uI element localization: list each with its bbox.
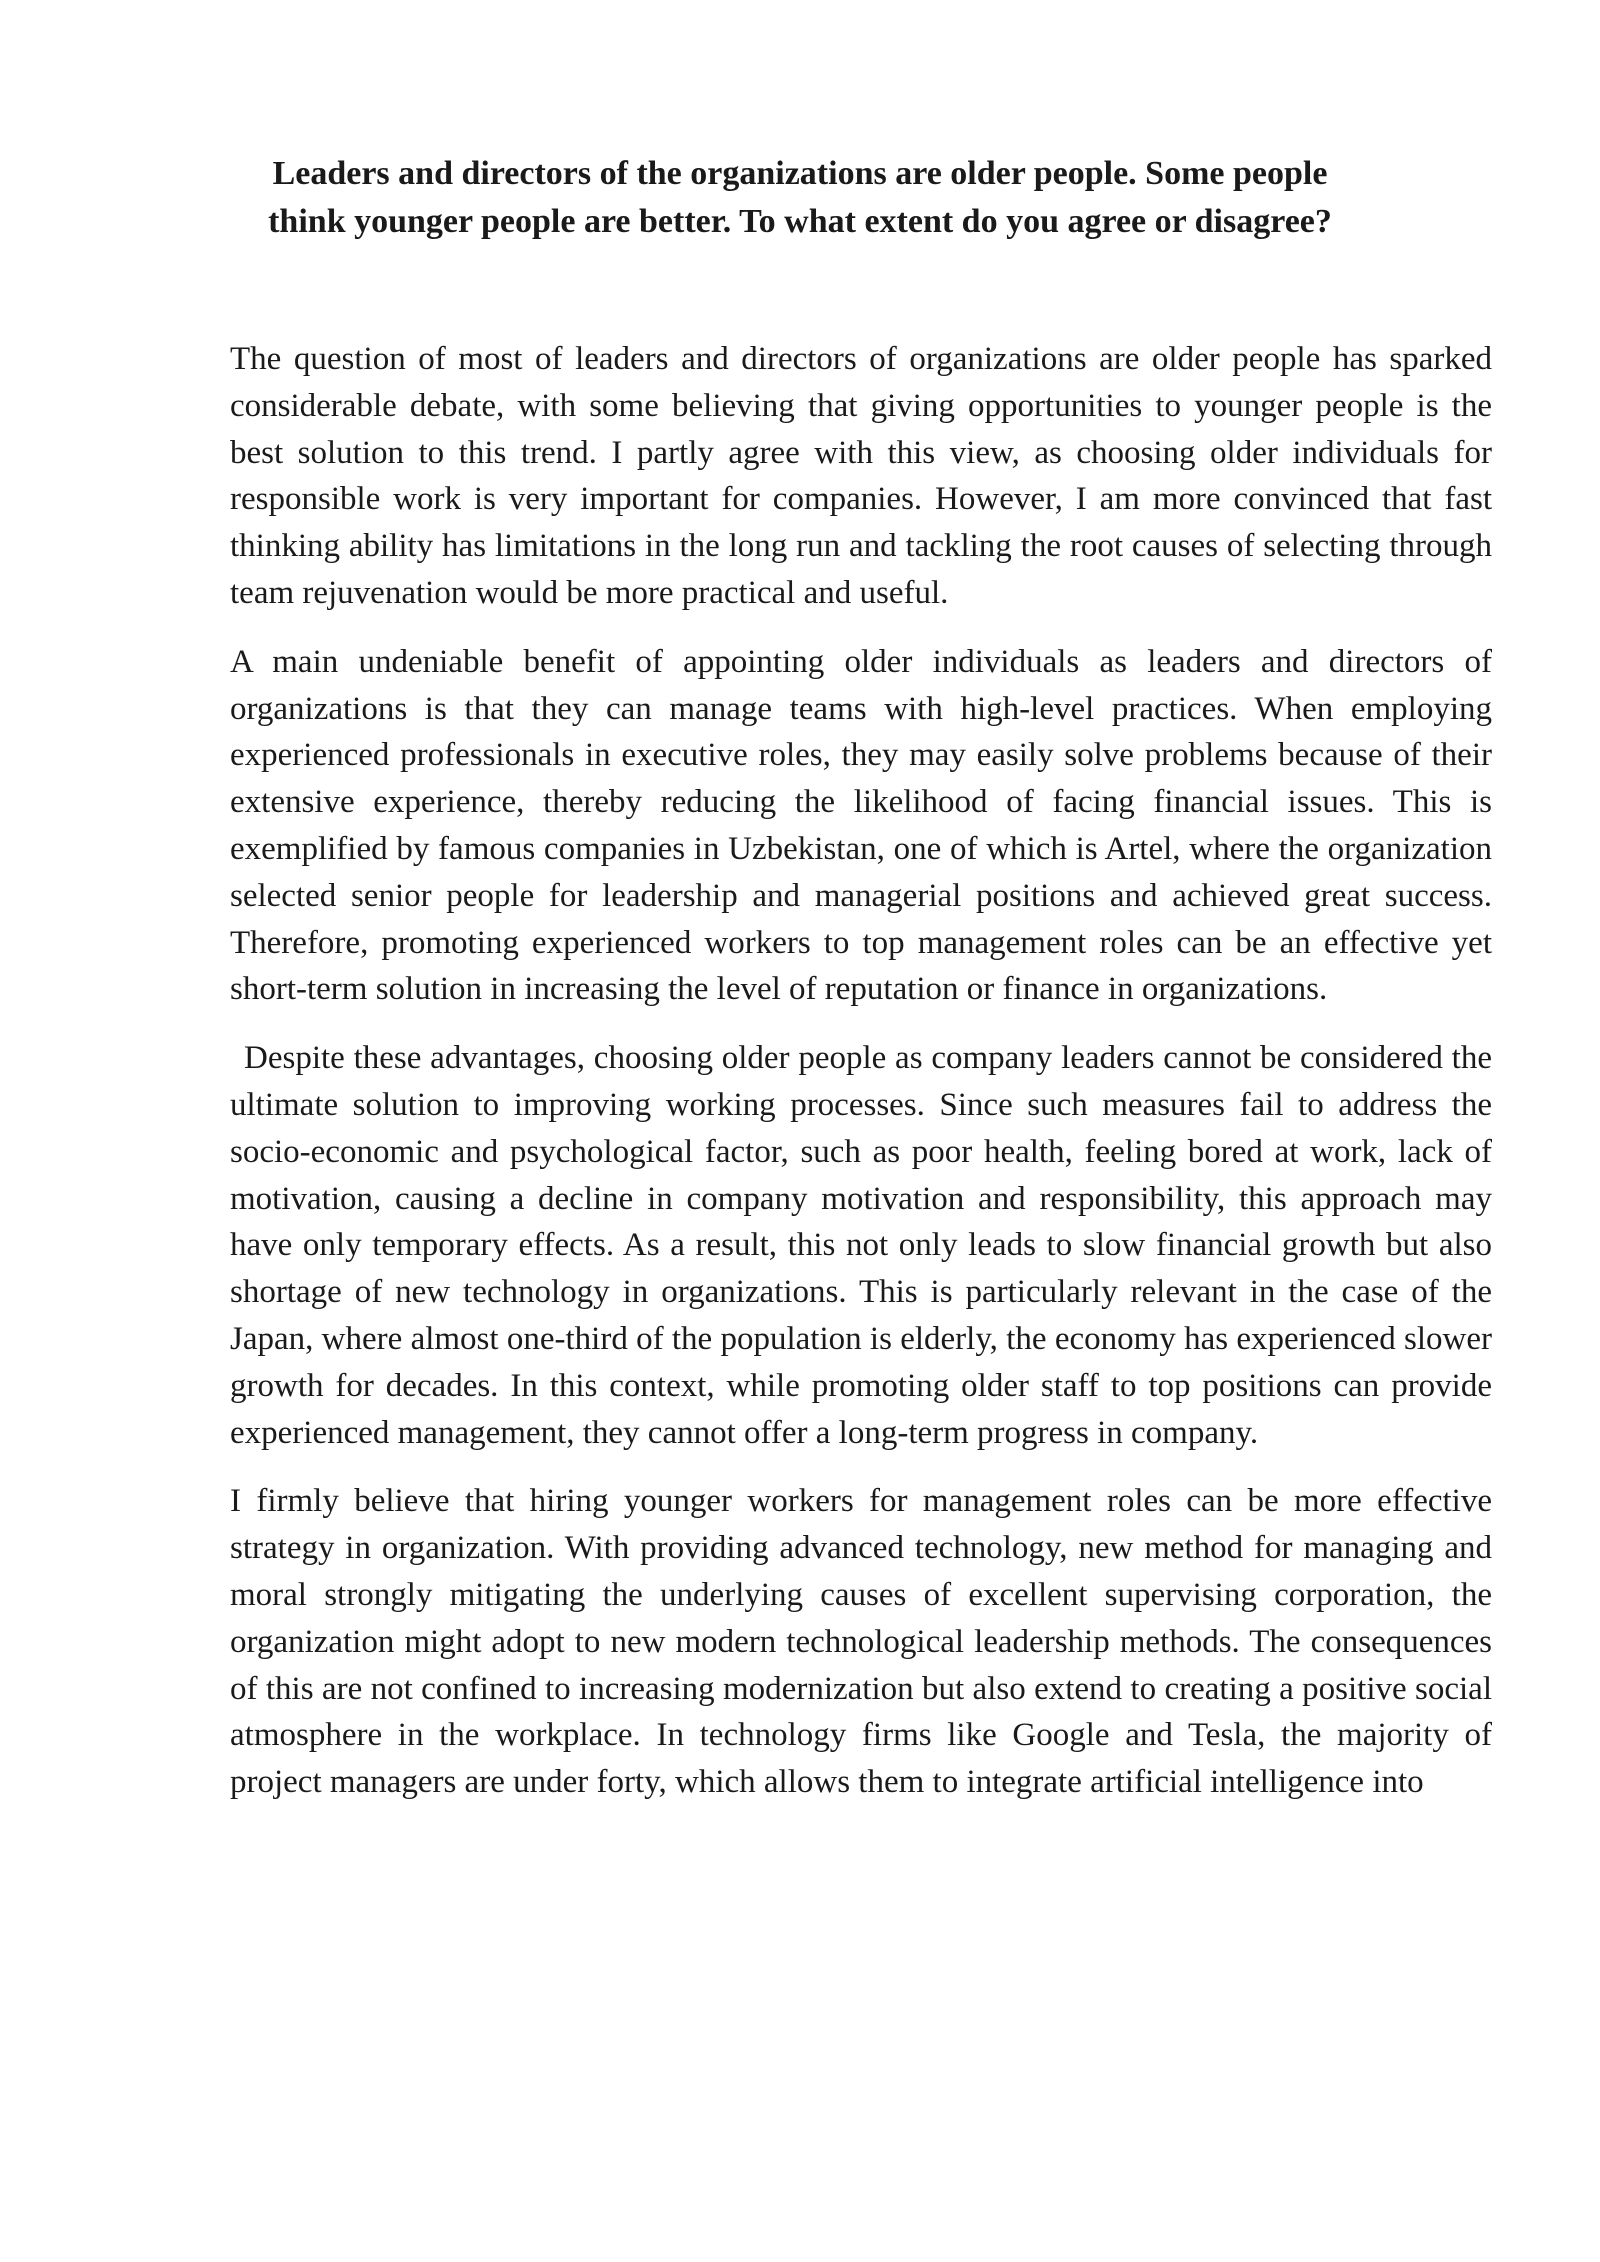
paragraph-body-2: Despite these advantages, choosing older people as company leaders cannot be considered the ultimate solution to improving working processes. Since such measures fail to address the socio-economic and psychological factor, such as poor health, feeling bored at work, lack of motivation, causing a decline in company motivation and responsibility, this approach may have only temporary effects. As a result, this not only leads to slow financial growth but also shortage of new technology in organizations. This is particularly relevant in the case of the Japan, where almost one-third of the population is elderly, the economy has experienced slower growth for decades. In this context, while promoting older staff to top positions can provide experienced management, they cannot offer a long-term progress in company. [230, 1040, 1492, 1451]
paragraph-introduction: The question of most of leaders and directors of organizations are older people has sparked considerable debate, with some believing that giving opportunities to younger people is the best solution to this trend. I partly agree with this view, as choosing older individuals for responsible work is very important for companies. However, I am more convinced that fast thinking ability has limitations in the long run and tackling the root causes of selecting through team rejuvenation would be more practical and useful. [230, 341, 1492, 611]
title-line-1: Leaders and directors of the organizations are older people. Some people [272, 155, 1328, 192]
paragraph-body-3: I firmly believe that hiring younger workers for management roles can be more effective strategy in organization. With providing advanced technology, new method for managing and moral strongly mitigating the underlying causes of excellent supervising corporation, the organization might adopt to new modern technological leadership methods. The consequences of this are not confined to increasing modernization but also extend to creating a positive social atmosphere in the workplace. In technology firms like Google and Tesla, the majority of project managers are under forty, which allows them to integrate artificial intelligence into [230, 1483, 1492, 1801]
essay-body [230, 336, 1492, 1828]
title-line-2: think younger people are better. To what extent do you agree or disagree? [268, 203, 1332, 240]
essay-title [240, 150, 1360, 246]
paragraph-body-1: A main undeniable benefit of appointing older individuals as leaders and directors of organizations is that they can manage teams with high-level practices. When employing experienced professionals in executive roles, they may easily solve problems because of their extensive experience, thereby reducing the likelihood of facing financial issues. This is exemplified by famous companies in Uzbekistan, one of which is Artel, where the organization selected senior people for leadership and managerial positions and achieved great success. Therefore, promoting experienced workers to top management roles can be an effective yet short-term solution in increasing the level of reputation or finance in organizations. [230, 643, 1492, 1008]
